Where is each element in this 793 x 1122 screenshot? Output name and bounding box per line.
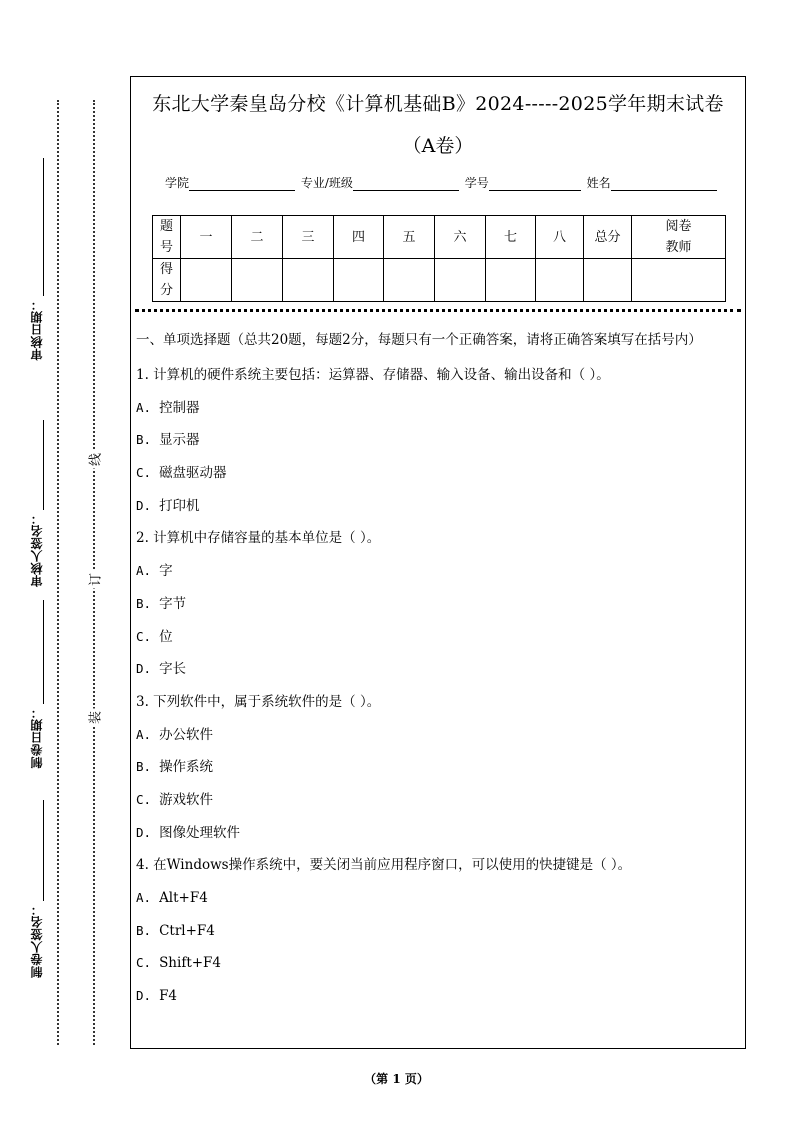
compile-date-line: [43, 600, 44, 704]
option-b[interactable]: B. 字节: [136, 595, 187, 612]
score-cell[interactable]: [435, 259, 486, 302]
score-cell[interactable]: [232, 259, 283, 302]
part-1-header: 一: [181, 216, 232, 259]
option-c[interactable]: C. Shift+F4: [136, 955, 222, 972]
score-cell[interactable]: [486, 259, 536, 302]
score-table-score-row: [153, 259, 726, 302]
part-6-header: 六: [435, 216, 486, 259]
option-b[interactable]: B. 操作系统: [136, 759, 214, 776]
reviewer-signature-line: [43, 420, 44, 510]
section-1-heading: 一、单项选择题（总共20题，每题2分，每题只有一个正确答案，请将正确答案填写在括号内）: [136, 332, 702, 348]
grader-cell[interactable]: [632, 259, 726, 302]
question-stem: 3. 下列软件中，属于系统软件的是（ ）。: [136, 693, 381, 710]
score-cell[interactable]: [384, 259, 435, 302]
review-date-label: 审核日期：: [30, 298, 44, 361]
question-stem: 1. 计算机的硬件系统主要包括：运算器、存储器、输入设备、输出设备和（ ）。: [136, 367, 610, 383]
score-table: [152, 215, 726, 302]
college-label: 学院: [165, 176, 190, 190]
student-info-row: [165, 174, 719, 191]
option-c[interactable]: C. 游戏软件: [136, 791, 214, 808]
section-1: [136, 329, 740, 1013]
option-d[interactable]: D. 打印机: [136, 497, 200, 514]
part-5-header: 五: [384, 216, 435, 259]
score-table-header-row: [153, 216, 726, 259]
score-cell[interactable]: [181, 259, 232, 302]
binding-mark-line: 线: [85, 451, 104, 469]
dotted-line-left: [57, 100, 59, 1045]
compiler-signature-line: [43, 800, 44, 901]
option-d[interactable]: D. F4: [136, 988, 178, 1005]
part-2-header: 二: [232, 216, 283, 259]
option-d[interactable]: D. 图像处理软件: [136, 824, 241, 841]
total-score-header: 总分: [584, 216, 632, 259]
reviewer-signature-label: 审核人签名：: [30, 512, 44, 587]
binding-mark-staple: 订: [85, 571, 104, 589]
student-id-field[interactable]: [489, 176, 581, 191]
score-cell[interactable]: [334, 259, 384, 302]
option-c[interactable]: C. 位: [136, 628, 173, 645]
major-class-label: 专业/班级: [300, 176, 353, 190]
option-c[interactable]: C. 磁盘驱动器: [136, 465, 227, 482]
option-d[interactable]: D. 字长: [136, 661, 187, 678]
score-row-label: 得 分: [153, 259, 181, 302]
exam-title: 东北大学秦皇岛分校《计算机基础B》2024-----2025学年期末试卷: [152, 93, 724, 115]
part-3-header: 三: [283, 216, 334, 259]
option-a[interactable]: A. 办公软件: [136, 726, 214, 743]
option-b[interactable]: B. Ctrl+F4: [136, 922, 215, 939]
binding-mark-bind: 装: [85, 709, 104, 727]
compile-date-label: 制卷日期：: [30, 706, 44, 769]
score-cell[interactable]: [536, 259, 584, 302]
score-cell[interactable]: [283, 259, 334, 302]
college-field[interactable]: [189, 176, 295, 191]
part-8-header: 八: [536, 216, 584, 259]
option-b[interactable]: B. 显示器: [136, 432, 200, 449]
question-stem: 2. 计算机中存储容量的基本单位是（ ）。: [136, 530, 381, 547]
exam-subtitle: （A卷）: [402, 135, 474, 157]
option-a[interactable]: A. 控制器: [136, 399, 200, 416]
major-class-field[interactable]: [353, 176, 459, 191]
review-date-line: [43, 158, 44, 296]
name-label: 姓名: [586, 176, 611, 190]
separator-dotted-line: [135, 309, 741, 312]
part-7-header: 七: [486, 216, 536, 259]
part-4-header: 四: [334, 216, 384, 259]
student-id-label: 学号: [464, 176, 489, 190]
exam-paper-frame: [130, 76, 746, 1049]
question-stem: 4. 在Windows操作系统中，要关闭当前应用程序窗口，可以使用的快捷键是（ ）。: [136, 857, 632, 874]
option-a[interactable]: A. Alt+F4: [136, 890, 208, 906]
question-number-header: 题 号: [153, 216, 181, 259]
total-score-cell[interactable]: [584, 259, 632, 302]
page-number: （第 1 页）: [364, 1072, 429, 1086]
compiler-signature-label: 制卷人签名：: [30, 903, 44, 978]
name-field[interactable]: [611, 176, 717, 191]
option-a[interactable]: A. 字: [136, 563, 173, 580]
grader-header: 阅卷 教师: [632, 216, 726, 259]
